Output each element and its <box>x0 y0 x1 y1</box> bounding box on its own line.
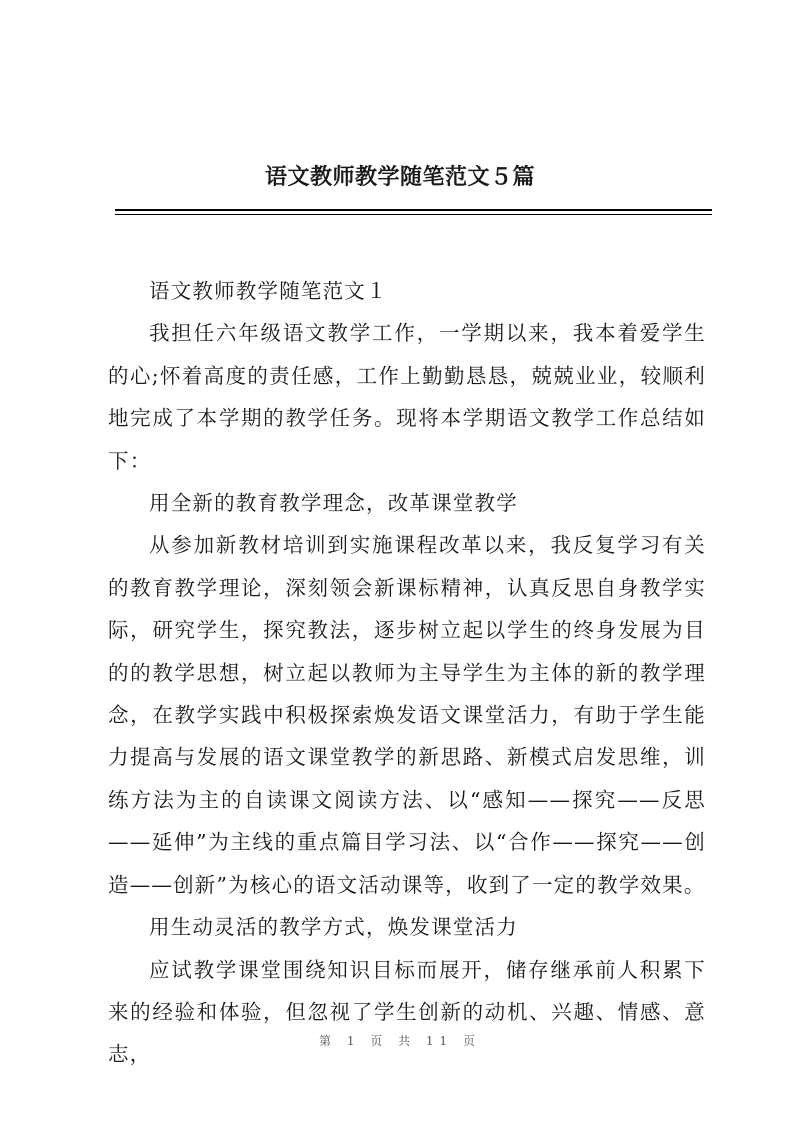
section-heading: 语文教师教学随笔范文１ <box>149 279 388 303</box>
page-number-footer: 第 1 页 共 11 页 <box>319 1034 481 1048</box>
document-body <box>108 270 706 1076</box>
title-divider-thin <box>115 214 712 215</box>
paragraph: 应试教学课堂围绕知识目标而展开，储存继承前人积累下来的经验和体验，但忽视了学生创新的动机、兴趣、情感、意志， <box>108 957 706 1067</box>
subheading: 用生动灵活的教学方式，焕发课堂活力 <box>149 915 518 940</box>
document-title: 语文教师教学随笔范文５篇 <box>264 165 535 190</box>
paragraph: 从参加新教材培训到实施课程改革以来，我反复学习有关的教育教学理论，深刻领会新课标精神，认真反思自身教学实际，研究学生，探究教法，逐步树立起以学生的终身发展为目的的教学思想，树立起以教师为主导学生为主体的新的教学理念，在教学实践中积极探索焕发语文课堂活力，有助于学生能力提高与发展的语文课堂教学的新思路、新模式启发思维，训练方法为主的自读课文阅读方法、以“感知——探究——反思——延伸”为主线的重点篇目学习法、以“合作——探究——创造——创新”为核心的语文活动课等，收到了一定的教学效果。 <box>108 533 706 897</box>
title-divider-thick <box>115 209 712 211</box>
subheading: 用全新的教育教学理念，改革课堂教学 <box>149 491 518 516</box>
paragraph: 我担任六年级语文教学工作，一学期以来，我本着爱学生的心;怀着高度的责任感，工作上勤勤恳恳，兢兢业业，较顺利地完成了本学期的教学任务。现将本学期语文教学工作总结如下： <box>108 321 706 473</box>
